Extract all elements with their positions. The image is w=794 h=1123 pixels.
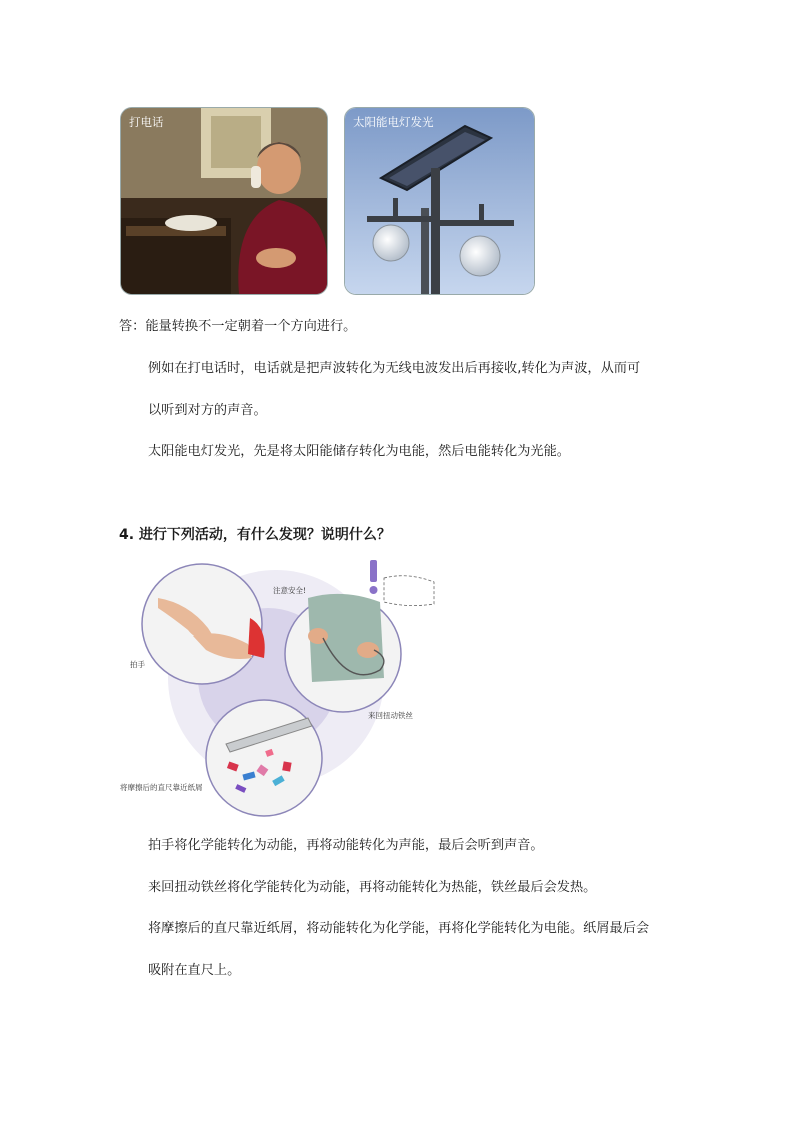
photo-solar-lamp xyxy=(344,107,535,295)
safety-note: 注意安全! xyxy=(273,586,307,595)
label-clap: 拍手 xyxy=(130,660,145,669)
answer-4-wire: 来回扭动铁丝将化学能转化为动能，再将动能转化为热能，铁丝最后会发热。 xyxy=(148,880,597,895)
answer-4-clap: 拍手将化学能转化为动能，再将动能转化为声能，最后会听到声音。 xyxy=(148,838,544,853)
answer-4-ruler-line-1: 将摩擦后的直尺靠近纸屑，将动能转化为化学能，再将化学能转化为电能。纸屑最后会 xyxy=(148,921,650,936)
photo-phone-call xyxy=(120,107,328,295)
answer-lead: 答：能量转换不一定朝着一个方向进行。 xyxy=(119,319,357,334)
activity-figure xyxy=(118,558,438,818)
solar-photo-caption: 太阳能电灯发光 xyxy=(353,115,434,129)
phone-call-illustration xyxy=(121,108,327,294)
solar-lamp-illustration xyxy=(345,108,534,294)
answer-paragraph-1-line-1: 例如在打电话时，电话就是把声波转化为无线电波发出后再接收,转化为声波，从而可 xyxy=(148,361,641,376)
label-ruler-paper: 将摩擦后的直尺靠近纸屑 xyxy=(120,783,203,792)
question-4-heading: 4. 进行下列活动，有什么发现？说明什么？ xyxy=(119,527,391,543)
activity-illustration xyxy=(118,558,438,818)
answer-paragraph-1-line-2: 以听到对方的声音。 xyxy=(148,403,267,418)
label-twist-wire: 来回扭动铁丝 xyxy=(368,711,413,720)
phone-photo-caption: 打电话 xyxy=(129,115,164,129)
answer-4-ruler-line-2: 吸附在直尺上。 xyxy=(148,963,241,978)
answer-paragraph-2: 太阳能电灯发光，先是将太阳能储存转化为电能，然后电能转化为光能。 xyxy=(148,444,570,459)
